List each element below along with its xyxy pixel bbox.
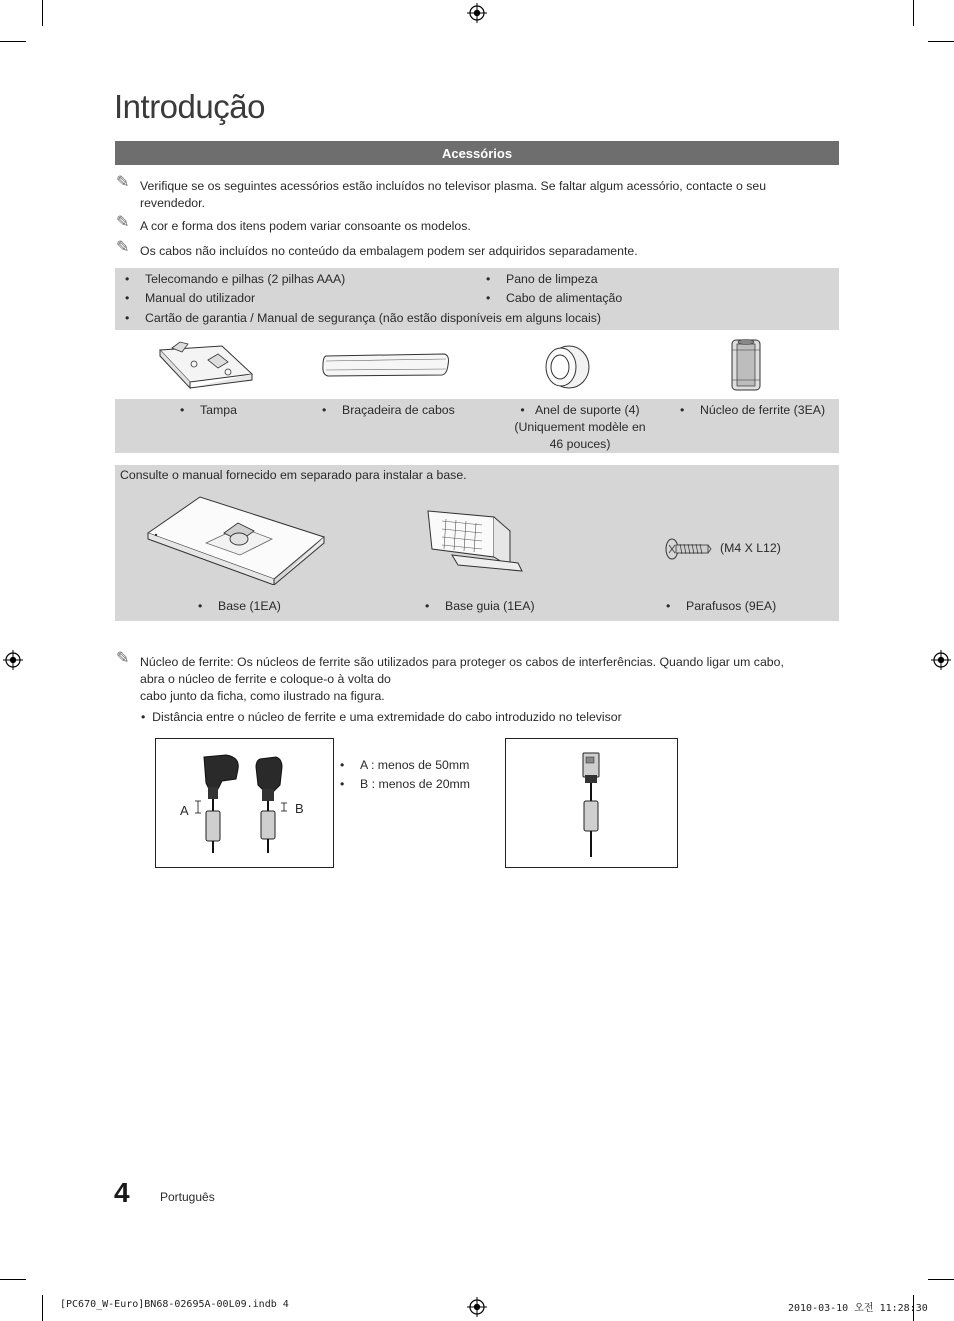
crop-mark: [928, 1279, 954, 1280]
cover-illustration: [152, 338, 257, 393]
note: [116, 239, 806, 260]
list-item: • Base guia (1EA): [425, 599, 535, 613]
accessory-label: Anel de suporte (4): [534, 403, 640, 417]
list-item: • Base (1EA): [198, 599, 281, 613]
pencil-note-icon: ✎: [116, 174, 130, 191]
list-item: • Telecomando e pilhas (2 pilhas AAA): [125, 272, 346, 286]
note-text: Núcleo de ferrite: Os núcleos de ferrite são utilizados para proteger os cabos de interferências. Quando ligar um cabo,: [140, 655, 784, 669]
stand-intro-text: Consulte o manual fornecido em separado para instalar a base.: [120, 468, 467, 482]
registration-mark-icon: [931, 650, 951, 670]
note: [116, 174, 806, 212]
label-a: A: [180, 803, 189, 818]
sub-bullet: • Distância entre o núcleo de ferrite e uma extremidade do cabo introduzido no televisor: [141, 710, 622, 724]
registration-mark-icon: [3, 650, 23, 670]
note-text: Verifique se os seguintes acessórios estão incluídos no televisor plasma. Se faltar algum acessório, contacte o seu revendedor.: [140, 179, 767, 210]
list-item: • Manual do utilizador: [125, 291, 256, 305]
registration-mark-icon: [467, 3, 487, 23]
registration-mark-icon: [467, 1297, 487, 1317]
crop-mark: [0, 1279, 26, 1280]
list-item: • Cabo de alimentação: [486, 291, 623, 305]
pencil-note-icon: ✎: [116, 650, 130, 667]
page-language: Português: [160, 1190, 215, 1204]
list-item: • Pano de limpeza: [486, 272, 598, 286]
pencil-note-icon: ✎: [116, 214, 130, 231]
cable-tie-illustration: [320, 350, 452, 380]
ferrite-core-illustration: [726, 336, 766, 394]
holder-ring-illustration: [541, 344, 591, 390]
note-text: abra o núcleo de ferrite e coloque-o à volta do: [140, 672, 391, 686]
note: [116, 650, 816, 705]
stand-base-illustration: [144, 493, 328, 585]
crop-mark: [928, 41, 954, 42]
note: [116, 214, 806, 235]
crop-mark: [0, 41, 26, 42]
screw-spec: (M4 X L12): [720, 541, 781, 555]
list-item: • Braçadeira de cabos: [322, 403, 455, 417]
guide-stand-illustration: [422, 505, 528, 575]
list-item: • Cartão de garantia / Manual de segurança (não estão disponíveis em alguns locais): [125, 311, 601, 325]
page-title: Introdução: [114, 88, 265, 125]
list-item: • A : menos de 50mm: [340, 758, 470, 772]
print-info: 2010-03-10 오전 11:28:30: [788, 1303, 928, 1314]
label-b: B: [295, 801, 304, 816]
list-item: • Anel de suporte (4) (Uniquement modèle en 46 pouces): [500, 402, 660, 453]
accessory-label: 46 pouces): [549, 437, 611, 451]
page-number: 4: [114, 1177, 130, 1208]
section-header: Acessórios: [115, 141, 839, 165]
crop-mark: [42, 0, 43, 26]
list-item: • Núcleo de ferrite (3EA): [680, 403, 826, 417]
screw-illustration: [664, 537, 712, 561]
sub-bullet-text: Distância entre o núcleo de ferrite e uma extremidade do cabo introduzido no televisor: [152, 710, 622, 724]
list-item: • B : menos de 20mm: [340, 777, 471, 791]
list-item: • Parafusos (9EA): [666, 599, 777, 613]
list-item: • Tampa: [180, 403, 237, 417]
ferrite-cable-illustration: [506, 739, 677, 867]
accessory-label: (Uniquement modèle en: [514, 420, 646, 434]
note-text: cabo junto da ficha, como ilustrado na figura.: [140, 689, 385, 703]
crop-mark: [42, 1295, 43, 1321]
pencil-note-icon: ✎: [116, 239, 130, 256]
note-text: Os cabos não incluídos no conteúdo da embalagem podem ser adquiridos separadamente.: [140, 244, 638, 258]
crop-mark: [913, 0, 914, 26]
note-text: A cor e forma dos itens podem variar consoante os modelos.: [140, 219, 471, 233]
file-info: [PC670_W-Euro]BN68-02695A-00L09.indb 4: [60, 1299, 289, 1310]
